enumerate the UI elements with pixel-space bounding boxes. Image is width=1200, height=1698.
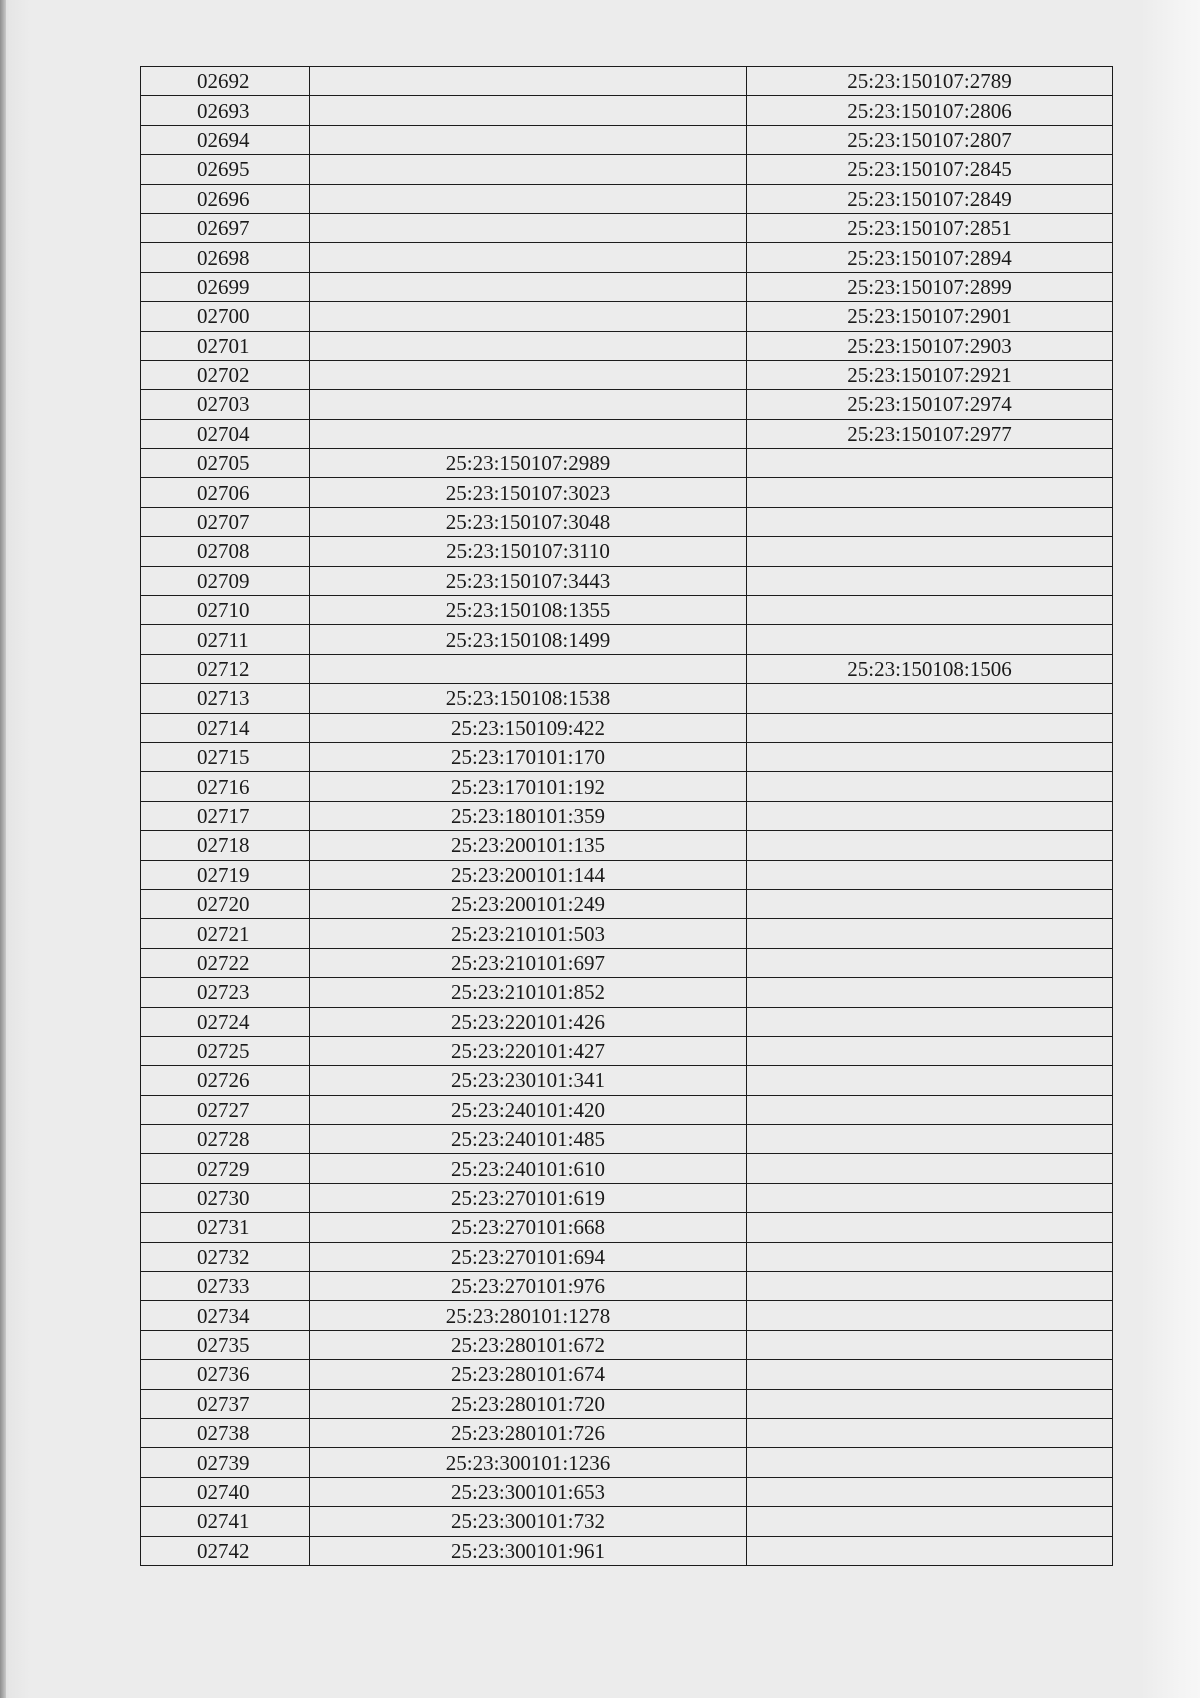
table-row	[141, 537, 1113, 566]
table-row	[141, 1007, 1113, 1036]
cadastral-number-cell: 25:23:270101:668	[310, 1213, 747, 1242]
cadastral-number-alt-cell	[747, 831, 1113, 860]
cadastral-number-alt-cell	[747, 537, 1113, 566]
row-number-cell: 02702	[141, 360, 310, 389]
cadastral-number-alt-cell: 25:23:150107:2851	[747, 213, 1113, 242]
table-row	[141, 507, 1113, 536]
cadastral-number-cell: 25:23:280101:674	[310, 1360, 747, 1389]
cadastral-number-alt-cell: 25:23:150108:1506	[747, 654, 1113, 683]
row-number-cell: 02727	[141, 1095, 310, 1124]
cadastral-number-cell: 25:23:240101:485	[310, 1125, 747, 1154]
row-number-cell: 02701	[141, 331, 310, 360]
table-row	[141, 1360, 1113, 1389]
cadastral-number-cell: 25:23:230101:341	[310, 1066, 747, 1095]
cadastral-number-alt-cell	[747, 742, 1113, 771]
cadastral-number-alt-cell	[747, 684, 1113, 713]
cadastral-number-cell: 25:23:150107:3023	[310, 478, 747, 507]
table-row	[141, 948, 1113, 977]
row-number-cell: 02720	[141, 889, 310, 918]
table-row	[141, 1301, 1113, 1330]
cadastral-number-alt-cell: 25:23:150107:2894	[747, 243, 1113, 272]
table-row	[141, 1536, 1113, 1565]
cadastral-number-alt-cell	[747, 1360, 1113, 1389]
cadastral-number-cell: 25:23:280101:672	[310, 1330, 747, 1359]
cadastral-number-alt-cell: 25:23:150107:2921	[747, 360, 1113, 389]
table-row	[141, 919, 1113, 948]
cadastral-number-alt-cell	[747, 566, 1113, 595]
cadastral-number-cell: 25:23:280101:720	[310, 1389, 747, 1418]
cadastral-number-alt-cell	[747, 1389, 1113, 1418]
cadastral-number-cell: 25:23:150107:3443	[310, 566, 747, 595]
cadastral-number-alt-cell	[747, 978, 1113, 1007]
table-row	[141, 684, 1113, 713]
cadastral-number-cell: 25:23:150107:3110	[310, 537, 747, 566]
table-row	[141, 213, 1113, 242]
cadastral-number-alt-cell	[747, 1301, 1113, 1330]
row-number-cell: 02697	[141, 213, 310, 242]
row-number-cell: 02742	[141, 1536, 310, 1565]
table-row	[141, 419, 1113, 448]
table-row	[141, 801, 1113, 830]
cadastral-number-alt-cell	[747, 1272, 1113, 1301]
row-number-cell: 02724	[141, 1007, 310, 1036]
cadastral-number-cell	[310, 331, 747, 360]
cadastral-number-alt-cell	[747, 1125, 1113, 1154]
row-number-cell: 02700	[141, 302, 310, 331]
cadastral-number-alt-cell	[747, 1183, 1113, 1212]
row-number-cell: 02692	[141, 67, 310, 96]
row-number-cell: 02709	[141, 566, 310, 595]
row-number-cell: 02735	[141, 1330, 310, 1359]
row-number-cell: 02728	[141, 1125, 310, 1154]
cadastral-number-alt-cell	[747, 1507, 1113, 1536]
table-row	[141, 1330, 1113, 1359]
row-number-cell: 02715	[141, 742, 310, 771]
cadastral-number-alt-cell	[747, 1330, 1113, 1359]
cadastral-number-alt-cell	[747, 1154, 1113, 1183]
cadastral-number-cell: 25:23:240101:420	[310, 1095, 747, 1124]
cadastral-number-cell: 25:23:150108:1538	[310, 684, 747, 713]
row-number-cell: 02732	[141, 1242, 310, 1271]
table-row	[141, 860, 1113, 889]
row-number-cell: 02719	[141, 860, 310, 889]
row-number-cell: 02740	[141, 1477, 310, 1506]
row-number-cell: 02696	[141, 184, 310, 213]
cadastral-number-cell	[310, 96, 747, 125]
row-number-cell: 02703	[141, 390, 310, 419]
table-row	[141, 96, 1113, 125]
cadastral-number-cell: 25:23:170101:192	[310, 772, 747, 801]
cadastral-number-alt-cell	[747, 1536, 1113, 1565]
row-number-cell: 02726	[141, 1066, 310, 1095]
cadastral-number-cell: 25:23:300101:653	[310, 1477, 747, 1506]
row-number-cell: 02741	[141, 1507, 310, 1536]
row-number-cell: 02698	[141, 243, 310, 272]
cadastral-number-cell	[310, 390, 747, 419]
cadastral-number-alt-cell	[747, 1242, 1113, 1271]
table-row	[141, 360, 1113, 389]
row-number-cell: 02718	[141, 831, 310, 860]
row-number-cell: 02721	[141, 919, 310, 948]
cadastral-number-cell	[310, 243, 747, 272]
row-number-cell: 02710	[141, 596, 310, 625]
row-number-cell: 02714	[141, 713, 310, 742]
cadastral-number-cell	[310, 184, 747, 213]
row-number-cell: 02737	[141, 1389, 310, 1418]
row-number-cell: 02725	[141, 1036, 310, 1065]
table-row	[141, 1448, 1113, 1477]
row-number-cell: 02712	[141, 654, 310, 683]
row-number-cell: 02705	[141, 449, 310, 478]
table-row	[141, 713, 1113, 742]
table-row	[141, 243, 1113, 272]
cadastral-number-alt-cell: 25:23:150107:2901	[747, 302, 1113, 331]
cadastral-number-alt-cell: 25:23:150107:2845	[747, 155, 1113, 184]
row-number-cell: 02736	[141, 1360, 310, 1389]
table-row	[141, 125, 1113, 154]
cadastral-number-cell: 25:23:150108:1355	[310, 596, 747, 625]
table-row	[141, 566, 1113, 595]
cadastral-number-alt-cell	[747, 919, 1113, 948]
row-number-cell: 02722	[141, 948, 310, 977]
cadastral-number-alt-cell	[747, 801, 1113, 830]
cadastral-number-alt-cell	[747, 948, 1113, 977]
cadastral-number-cell: 25:23:150107:2989	[310, 449, 747, 478]
row-number-cell: 02723	[141, 978, 310, 1007]
row-number-cell: 02706	[141, 478, 310, 507]
cadastral-number-cell: 25:23:300101:732	[310, 1507, 747, 1536]
row-number-cell: 02704	[141, 419, 310, 448]
cadastral-number-cell: 25:23:210101:697	[310, 948, 747, 977]
row-number-cell: 02707	[141, 507, 310, 536]
table-row	[141, 1389, 1113, 1418]
table-row	[141, 272, 1113, 301]
cadastral-number-cell: 25:23:270101:694	[310, 1242, 747, 1271]
table-row	[141, 1066, 1113, 1095]
cadastral-number-alt-cell	[747, 449, 1113, 478]
cadastral-number-alt-cell	[747, 1418, 1113, 1447]
table-row	[141, 155, 1113, 184]
row-number-cell: 02731	[141, 1213, 310, 1242]
cadastral-number-alt-cell: 25:23:150107:2899	[747, 272, 1113, 301]
cadastral-number-alt-cell	[747, 772, 1113, 801]
row-number-cell: 02708	[141, 537, 310, 566]
table-row	[141, 1095, 1113, 1124]
cadastral-number-cell: 25:23:150108:1499	[310, 625, 747, 654]
table-row	[141, 596, 1113, 625]
table-row	[141, 478, 1113, 507]
row-number-cell: 02738	[141, 1418, 310, 1447]
table-row	[141, 184, 1113, 213]
cadastral-number-alt-cell	[747, 713, 1113, 742]
cadastral-number-alt-cell	[747, 1448, 1113, 1477]
table-row	[141, 625, 1113, 654]
table-row	[141, 889, 1113, 918]
cadastral-number-cell: 25:23:200101:135	[310, 831, 747, 860]
cadastral-number-alt-cell	[747, 1477, 1113, 1506]
cadastral-number-alt-cell	[747, 1007, 1113, 1036]
row-number-cell: 02716	[141, 772, 310, 801]
cadastral-number-alt-cell	[747, 1036, 1113, 1065]
cadastral-number-cell: 25:23:240101:610	[310, 1154, 747, 1183]
row-number-cell: 02739	[141, 1448, 310, 1477]
cadastral-number-cell: 25:23:200101:249	[310, 889, 747, 918]
row-number-cell: 02733	[141, 1272, 310, 1301]
table-row	[141, 1125, 1113, 1154]
row-number-cell: 02717	[141, 801, 310, 830]
row-number-cell: 02699	[141, 272, 310, 301]
cadastral-number-cell	[310, 213, 747, 242]
cadastral-number-cell: 25:23:210101:503	[310, 919, 747, 948]
cadastral-number-alt-cell	[747, 625, 1113, 654]
table-row	[141, 302, 1113, 331]
cadastral-number-table	[140, 66, 1113, 1566]
table-row	[141, 978, 1113, 1007]
cadastral-number-alt-cell: 25:23:150107:2903	[747, 331, 1113, 360]
table-body	[141, 67, 1113, 1566]
table-row	[141, 1154, 1113, 1183]
table-row	[141, 1507, 1113, 1536]
cadastral-number-cell: 25:23:280101:1278	[310, 1301, 747, 1330]
table-row	[141, 67, 1113, 96]
cadastral-number-cell: 25:23:150109:422	[310, 713, 747, 742]
cadastral-number-alt-cell: 25:23:150107:2807	[747, 125, 1113, 154]
row-number-cell: 02695	[141, 155, 310, 184]
table-row	[141, 1242, 1113, 1271]
cadastral-number-cell: 25:23:300101:961	[310, 1536, 747, 1565]
cadastral-number-alt-cell: 25:23:150107:2849	[747, 184, 1113, 213]
cadastral-number-alt-cell	[747, 1213, 1113, 1242]
cadastral-number-cell: 25:23:270101:976	[310, 1272, 747, 1301]
cadastral-number-cell: 25:23:300101:1236	[310, 1448, 747, 1477]
table-row	[141, 390, 1113, 419]
table-row	[141, 742, 1113, 771]
table-row	[141, 1477, 1113, 1506]
row-number-cell: 02730	[141, 1183, 310, 1212]
row-number-cell: 02711	[141, 625, 310, 654]
cadastral-number-cell	[310, 67, 747, 96]
row-number-cell: 02734	[141, 1301, 310, 1330]
cadastral-number-cell: 25:23:200101:144	[310, 860, 747, 889]
cadastral-number-cell: 25:23:210101:852	[310, 978, 747, 1007]
cadastral-number-alt-cell	[747, 1095, 1113, 1124]
row-number-cell: 02694	[141, 125, 310, 154]
cadastral-number-cell: 25:23:180101:359	[310, 801, 747, 830]
table-row	[141, 772, 1113, 801]
cadastral-number-cell: 25:23:170101:170	[310, 742, 747, 771]
cadastral-number-alt-cell	[747, 1066, 1113, 1095]
cadastral-number-cell: 25:23:150107:3048	[310, 507, 747, 536]
table-row	[141, 831, 1113, 860]
scan-edge	[0, 0, 6, 1698]
cadastral-number-cell	[310, 302, 747, 331]
row-number-cell: 02729	[141, 1154, 310, 1183]
table-row	[141, 1418, 1113, 1447]
cadastral-number-cell	[310, 654, 747, 683]
row-number-cell: 02693	[141, 96, 310, 125]
row-number-cell: 02713	[141, 684, 310, 713]
table-row	[141, 1183, 1113, 1212]
cadastral-number-alt-cell	[747, 507, 1113, 536]
table-row	[141, 654, 1113, 683]
cadastral-number-alt-cell: 25:23:150107:2974	[747, 390, 1113, 419]
cadastral-number-alt-cell	[747, 478, 1113, 507]
cadastral-number-cell	[310, 155, 747, 184]
cadastral-number-alt-cell	[747, 889, 1113, 918]
cadastral-number-alt-cell: 25:23:150107:2977	[747, 419, 1113, 448]
cadastral-number-alt-cell: 25:23:150107:2789	[747, 67, 1113, 96]
table-row	[141, 1213, 1113, 1242]
cadastral-number-cell: 25:23:280101:726	[310, 1418, 747, 1447]
table-row	[141, 331, 1113, 360]
cadastral-number-alt-cell	[747, 860, 1113, 889]
table-row	[141, 1272, 1113, 1301]
cadastral-number-cell: 25:23:220101:427	[310, 1036, 747, 1065]
cadastral-number-cell	[310, 125, 747, 154]
cadastral-number-cell	[310, 360, 747, 389]
cadastral-number-alt-cell	[747, 596, 1113, 625]
cadastral-number-cell	[310, 419, 747, 448]
table-row	[141, 1036, 1113, 1065]
cadastral-number-alt-cell: 25:23:150107:2806	[747, 96, 1113, 125]
cadastral-number-cell: 25:23:220101:426	[310, 1007, 747, 1036]
table-row	[141, 449, 1113, 478]
cadastral-number-cell	[310, 272, 747, 301]
cadastral-number-cell: 25:23:270101:619	[310, 1183, 747, 1212]
